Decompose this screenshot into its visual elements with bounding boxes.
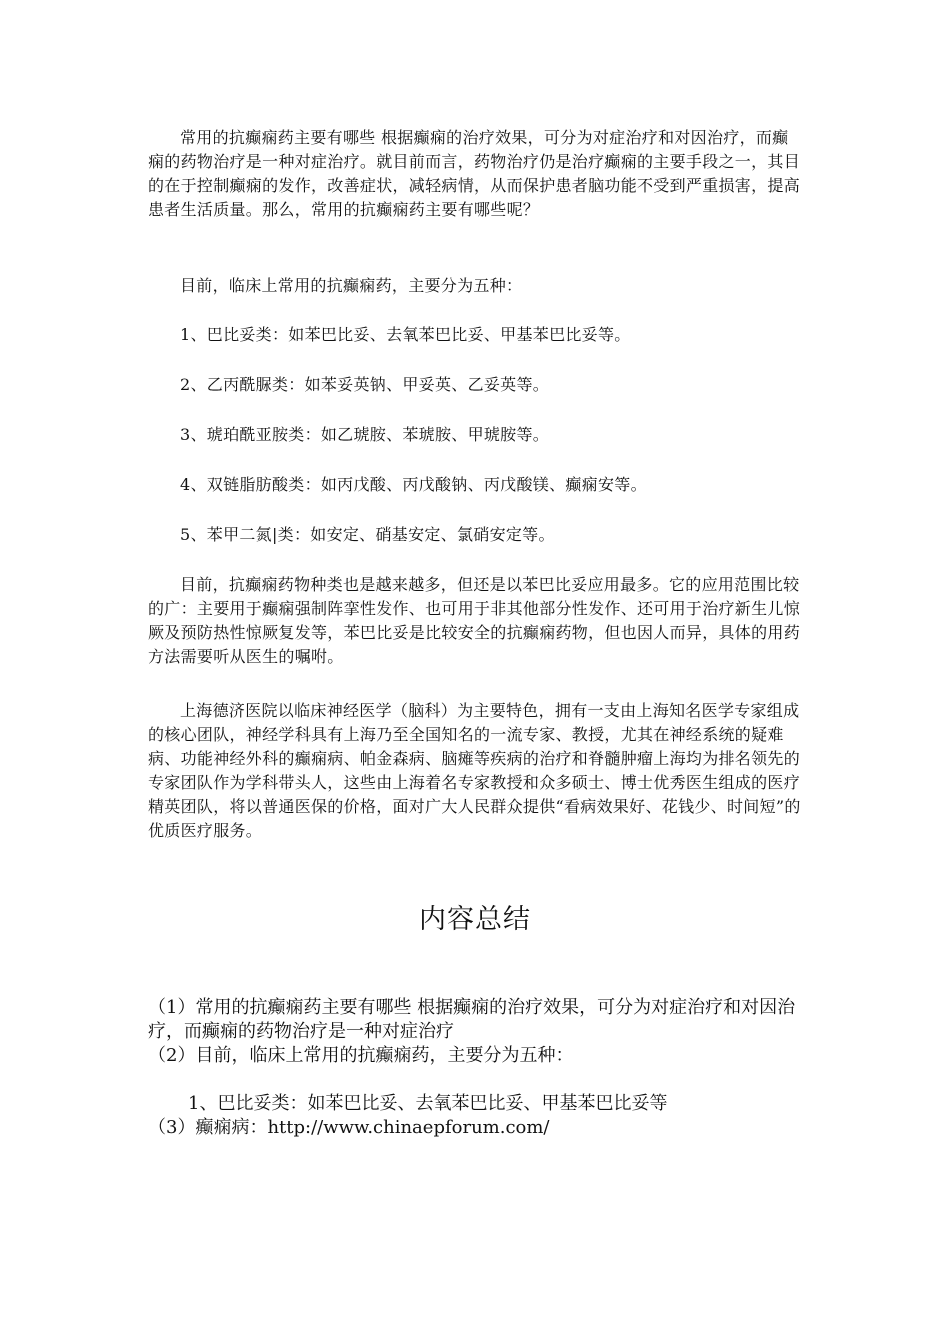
intro-paragraph: 常用的抗癫痫药主要有哪些 根据癫痫的治疗效果，可分为对症治疗和对因治疗，而癫痫的药物治疗是一种对症治疗。就目前而言，药物治疗仍是治疗癫痫的主要手段之一，其目的在于控制癫痫的发作，改善症状，减轻病情，从而保护患者脑功能不受到严重损害，提高患者生活质量。那么，常用的抗癫痫药主要有哪些呢？ [148,128,801,219]
summary-item-2-sub: 1、巴比妥类：如苯巴比妥、去氧苯巴比妥、甲基苯巴比妥等 [188,1093,668,1114]
drug-class-item: 1、巴比妥类：如苯巴比妥、去氧苯巴比妥、甲基苯巴比妥等。 [180,325,631,344]
summary-item-3: （3）癫痫病：http://www.chinaepforum.com/ [148,1117,550,1138]
summary-item-2: （2）目前，临床上常用的抗癫痫药，主要分为五种： [148,1045,574,1066]
drug-class-item: 3、琥珀酰亚胺类：如乙琥胺、苯琥胺、甲琥胺等。 [180,425,550,444]
drug-class-item: 2、乙丙酰脲类：如苯妥英钠、甲妥英、乙妥英等。 [180,375,550,394]
summary-item-1: （1）常用的抗癫痫药主要有哪些 根据癫痫的治疗效果，可分为对症治疗和对因治疗，而癫痫的药物治疗是一种对症治疗 [148,997,796,1042]
drug-class-item: 5、苯甲二氮|类：如安定、硝基安定、氯硝安定等。 [180,525,555,544]
summary-title: 内容总结 [419,904,531,935]
drug-class-item: 4、双链脂肪酸类：如丙戊酸、丙戊酸钠、丙戊酸镁、癫痫安等。 [180,475,647,494]
hospital-paragraph: 上海德济医院以临床神经医学（脑科）为主要特色，拥有一支由上海知名医学专家组成的核心团队，神经学科具有上海乃至全国知名的一流专家、教授，尤其在神经系统的疑难病、功能神经外科的癫痫病、帕金森病、脑瘫等疾病的治疗和脊髓肿瘤上海均为排名领先的专家团队作为学科带头人，这些由上海着名专家教授和众多硕士、博士优秀医生组成的医疗精英团队，将以普通医保的价格，面对广大人民群众提供“看病效果好、花钱少、时间短”的优质医疗服务。 [148,701,801,840]
phenobarbital-paragraph: 目前，抗癫痫药物种类也是越来越多，但还是以苯巴比妥应用最多。它的应用范围比较的广：主要用于癫痫强制阵挛性发作、也可用于非其他部分性发作、还可用于治疗新生儿惊厥及预防热性惊厥复发等，苯巴比妥是比较安全的抗癫痫药物，但也因人而异，具体的用药方法需要听从医生的嘱咐。 [148,575,801,666]
list-lead: 目前，临床上常用的抗癫痫药，主要分为五种： [180,276,523,295]
summary-block [148,996,808,1140]
